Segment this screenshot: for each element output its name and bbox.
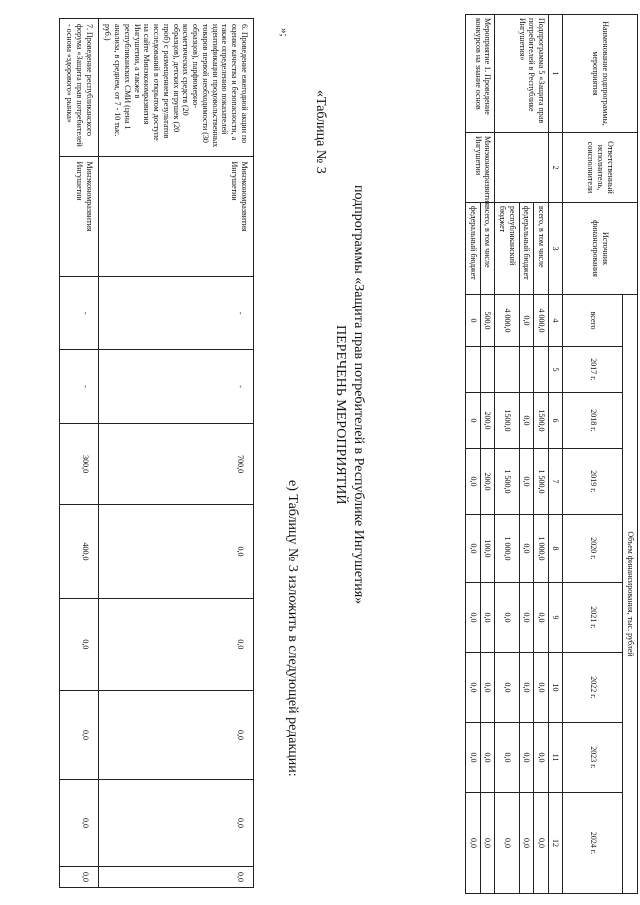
source-cell: федеральный бюджет [466, 203, 481, 295]
executor-cell: Минэкономразвития Ингушетии [466, 133, 495, 203]
col-header-year: 2017 г. [563, 347, 623, 393]
index-cell: 10 [548, 653, 563, 723]
value-cell: - [60, 277, 98, 350]
value-cell: 0,0 [519, 449, 534, 515]
value-cell: 0,0 [534, 793, 549, 894]
source-cell: всего, в том числе [480, 203, 495, 295]
subprogram-name: Подпрограмма 5 «Защита прав потребителей в Республике Ингушетия» [495, 15, 548, 133]
value-cell: 0,0 [534, 653, 549, 723]
value-cell: 0,0 [60, 598, 98, 691]
value-cell: 200,0 [480, 393, 495, 449]
value-cell: 0,0 [466, 793, 481, 894]
value-cell: 0,0 [60, 867, 98, 888]
value-cell: 0,0 [519, 393, 534, 449]
value-cell: 700,0 [98, 423, 253, 505]
continuation-table [60, 18, 255, 888]
col-header-year: 2021 г. [563, 583, 623, 653]
executor-cell: Минэкономразвития Ингушетии [98, 156, 253, 277]
value-cell: 0,0 [495, 653, 519, 723]
value-cell: 1 000,0 [495, 515, 519, 583]
value-cell: 0,0 [98, 598, 253, 691]
list-subtitle: подпрограммы «Защита прав потребителей в Республике Ингушетия» [351, 185, 366, 605]
value-cell: 0 [466, 393, 481, 449]
value-cell: 0,0 [534, 583, 549, 653]
closing-quote: »; [278, 28, 290, 37]
value-cell: 0,0 [60, 691, 98, 780]
index-cell: 5 [548, 347, 563, 393]
table-row [60, 19, 98, 888]
value-cell: 1 500,0 [495, 449, 519, 515]
value-cell: 0,0 [519, 583, 534, 653]
index-cell: 11 [548, 723, 563, 793]
index-cell: 6 [548, 393, 563, 449]
index-cell: 2 [548, 133, 563, 203]
index-cell: 12 [548, 793, 563, 894]
source-cell: республиканский бюджет [495, 203, 519, 295]
value-cell: 0,0 [519, 653, 534, 723]
value-cell: 0,0 [495, 793, 519, 894]
measures-table-wrapper [382, 14, 638, 894]
value-cell: 300,0 [60, 423, 98, 505]
value-cell [519, 347, 534, 393]
header-row [623, 15, 638, 894]
value-cell [495, 347, 519, 393]
value-cell: 100,0 [480, 515, 495, 583]
index-cell: 7 [548, 449, 563, 515]
value-cell: 0,0 [98, 779, 253, 866]
value-cell [466, 347, 481, 393]
value-cell: 400,0 [60, 505, 98, 598]
index-row [548, 15, 563, 894]
table-row [98, 19, 253, 888]
index-cell: 8 [548, 515, 563, 583]
list-title: ПЕРЕЧЕНЬ МЕРОПРИЯТИЙ [333, 325, 348, 505]
value-cell: 4 000,0 [495, 295, 519, 347]
value-cell: 0,0 [519, 295, 534, 347]
value-cell [480, 347, 495, 393]
value-cell: 0,0 [466, 515, 481, 583]
col-header-exec: Ответственный исполнитель, соисполнители [563, 133, 638, 203]
value-cell: 0,0 [534, 723, 549, 793]
value-cell: 0,0 [466, 653, 481, 723]
value-cell: 0,0 [480, 583, 495, 653]
value-cell: 200,0 [480, 449, 495, 515]
value-cell: 500,0 [480, 295, 495, 347]
source-cell: федеральный бюджет [519, 203, 534, 295]
value-cell: 0,0 [495, 583, 519, 653]
measures-table [465, 14, 638, 894]
col-header-source: Источник финансирования [563, 203, 638, 295]
index-cell: 1 [548, 15, 563, 133]
table-row [534, 15, 549, 894]
col-header-year: 2022 г. [563, 653, 623, 723]
value-cell: 0,0 [466, 583, 481, 653]
value-cell: 0,0 [480, 653, 495, 723]
value-cell: 0,0 [495, 723, 519, 793]
value-cell: 1500,0 [495, 393, 519, 449]
value-cell: 0,0 [519, 723, 534, 793]
index-cell: 4 [548, 295, 563, 347]
value-cell: 0,0 [519, 793, 534, 894]
value-cell: 4 000,0 [534, 295, 549, 347]
col-header-total: всего [563, 295, 623, 347]
measure-name-cell: 7. Проведение республиканского форума «Защита прав потребителей - основа «здорового» рынка» [60, 19, 98, 157]
source-cell: всего, в том числе [534, 203, 549, 295]
col-header-year: 2019 г. [563, 449, 623, 515]
value-cell: 0,0 [466, 723, 481, 793]
index-cell: 9 [548, 583, 563, 653]
col-header-year: 2024 г. [563, 793, 623, 894]
table-row [480, 15, 495, 894]
col-header-year: 2023 г. [563, 723, 623, 793]
value-cell: 0,0 [480, 723, 495, 793]
value-cell: - [60, 350, 98, 423]
value-cell: 0,0 [98, 505, 253, 598]
col-header-volume: Объем финансирования, тыс. рублей [623, 295, 638, 894]
measure-name: Мероприятие 1. Проведение конкурсов на знание основ [466, 15, 495, 133]
value-cell: - [98, 277, 253, 350]
value-cell: 0,0 [98, 867, 253, 888]
col-header-year: 2018 г. [563, 393, 623, 449]
index-cell: 3 [548, 203, 563, 295]
value-cell: 0,0 [466, 449, 481, 515]
col-header-name: Наименование подпрограммы, мероприятия [563, 15, 638, 133]
table-number-label: «Таблица № 3 [313, 90, 328, 174]
instruction-text: е) Таблицу № 3 изложить в следующей редакции: [285, 480, 300, 777]
value-cell: 0,0 [60, 779, 98, 866]
value-cell: 0,0 [519, 515, 534, 583]
value-cell: 1 000,0 [534, 515, 549, 583]
executor-cell [495, 133, 548, 203]
value-cell: 0,0 [98, 691, 253, 780]
value-cell: - [98, 350, 253, 423]
executor-cell: Минэкономразвития Ингушетии [60, 156, 98, 277]
value-cell: 0 [466, 295, 481, 347]
col-header-year: 2020 г. [563, 515, 623, 583]
value-cell: 1500,0 [534, 393, 549, 449]
value-cell: 1 500,0 [534, 449, 549, 515]
measure-name-cell: 6. Проведение ежегодной акции по оценке качества и безопасности, а также определению показателей идентификации продовольственных товаров первой необходимости (30 образцов), парфюмерно-косметических средств (20 образцов), детских игрушек (20 проб) с размещением результатов исследований в открытом доступе на сайте Минэкономразвития Ингушетии, а также в республиканских СМИ (цена 1 анализа, в среднем, от 7 - 10 тыс. руб.) [98, 19, 253, 157]
value-cell: 0,0 [480, 793, 495, 894]
value-cell [534, 347, 549, 393]
